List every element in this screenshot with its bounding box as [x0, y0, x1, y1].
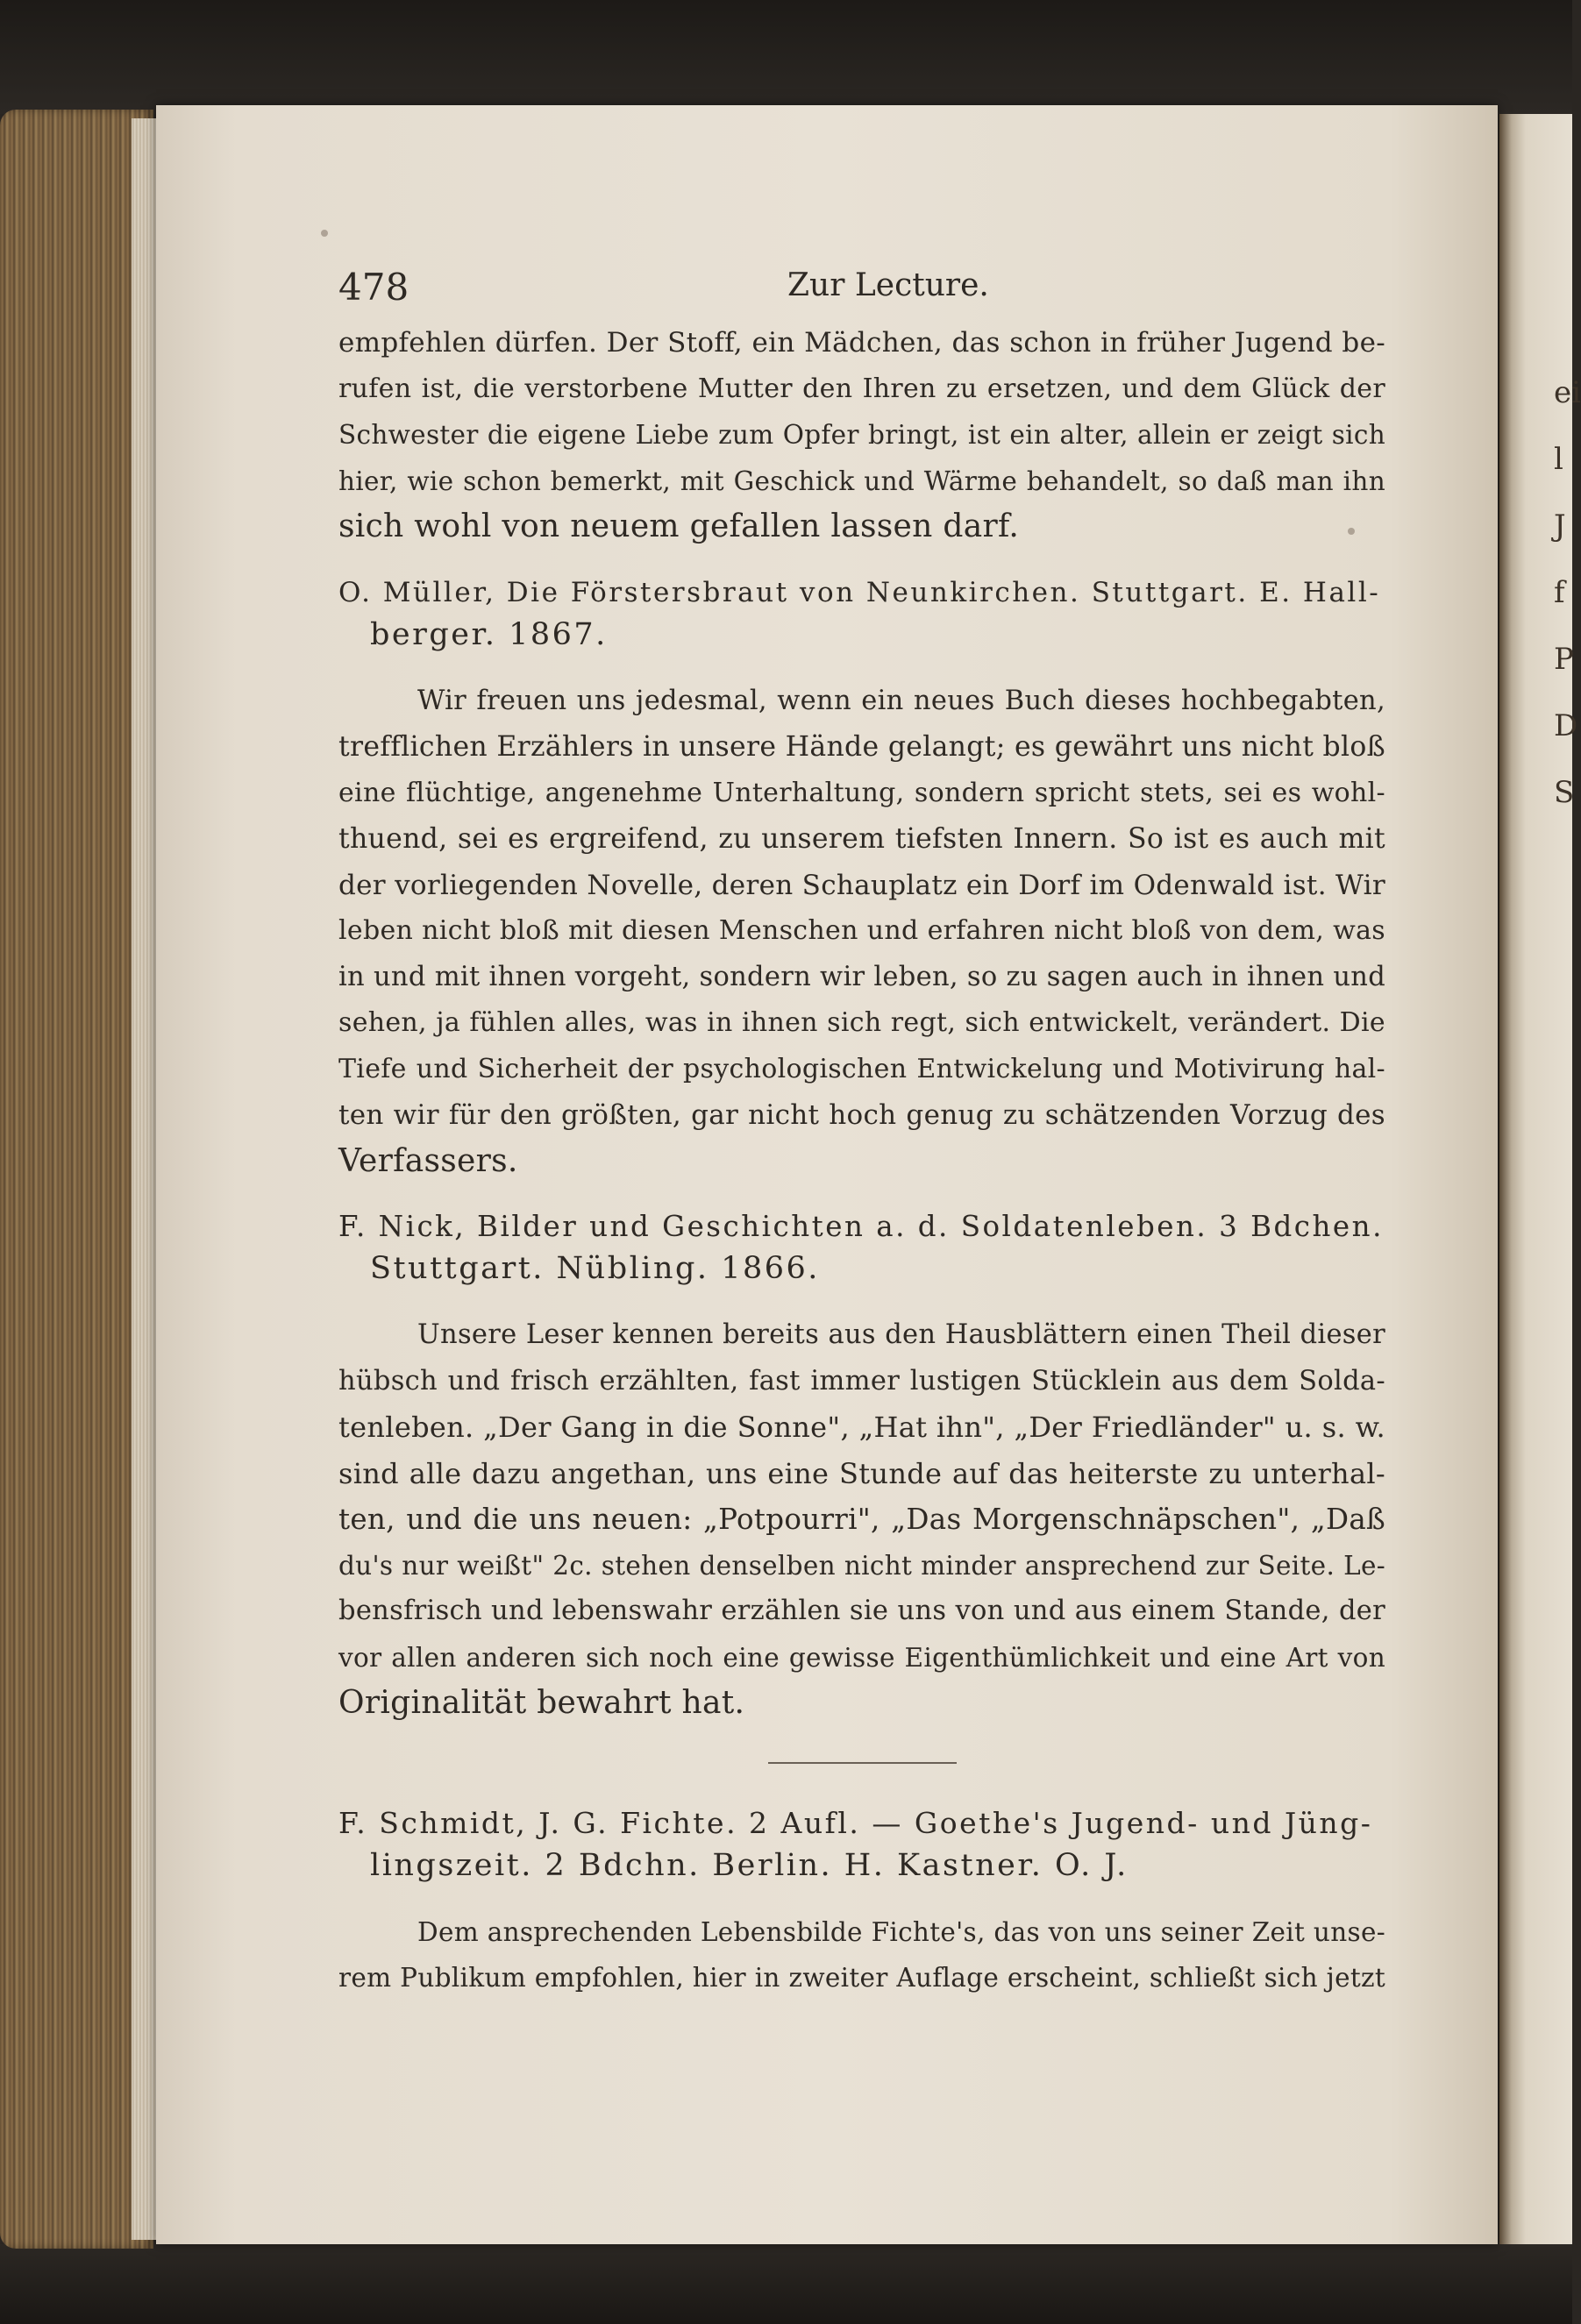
text-line: hübsch und frisch erzählten, fast immer lustigen Stücklein aus dem Solda-: [338, 1365, 1385, 1397]
text-line: Verfassers.: [338, 1142, 518, 1179]
page-number: 478: [338, 266, 409, 309]
text-line: rem Publikum empfohlen, hier in zweiter Auflage erscheint, schließt sich jetzt: [338, 1963, 1385, 1993]
reference-line: F. Schmidt, J. G. Fichte. 2 Aufl. — Goethe's Jugend- und Jüng-: [338, 1805, 1373, 1840]
facing-letter: S: [1554, 775, 1575, 810]
facing-letter: D: [1554, 708, 1578, 743]
reference-line: lingszeit. 2 Bdchn. Berlin. H. Kastner. O. J.: [370, 1847, 1129, 1883]
section-divider: [768, 1762, 957, 1764]
backdrop: [0, 0, 1572, 114]
text-line: Unsere Leser kennen bereits aus den Hausblättern einen Theil dieser: [417, 1319, 1385, 1350]
text-line: trefflichen Erzählers in unsere Hände gelangt; es gewährt uns nicht bloß: [338, 731, 1385, 763]
text-line: der vorliegenden Novelle, deren Schauplatz ein Dorf im Odenwald ist. Wir: [338, 869, 1385, 901]
page-edge-lines: [132, 118, 158, 2240]
text-line: sehen, ja fühlen alles, was in ihnen sich regt, sich entwickelt, verändert. Die: [338, 1007, 1385, 1038]
backdrop: [0, 2244, 1572, 2324]
text-line: Tiefe und Sicherheit der psychologischen Entwickelung und Motivirung hal-: [338, 1053, 1385, 1084]
text-line: sich wohl von neuem gefallen lassen darf.: [338, 508, 1020, 544]
text-line: sind alle dazu angethan, uns eine Stunde auf das heiterste zu unterhal-: [338, 1456, 1385, 1490]
book-reference: [338, 1802, 1385, 1887]
text-line: ten, und die uns neuen: „Potpourri", „Das Morgenschnäpschen", „Daß: [338, 1503, 1385, 1536]
book-page-edges: [0, 110, 153, 2249]
running-head-title: Zur Lecture.: [787, 267, 989, 303]
text-line: eine flüchtige, angenehme Unterhaltung, sondern spricht stets, sei es wohl-: [338, 777, 1385, 808]
text-line: empfehlen dürfen. Der Stoff, ein Mädchen, das schon in früher Jugend be-: [338, 327, 1385, 359]
reference-line: O. Müller, Die Förstersbraut von Neunkirchen. Stuttgart. E. Hall-: [338, 576, 1381, 608]
reference-line: berger. 1867.: [370, 616, 608, 652]
running-head: [338, 259, 1385, 320]
paper-speck: [321, 230, 328, 237]
text-line: Wir freuen uns jedesmal, wenn ein neues Buch dieses hochbegabten,: [417, 685, 1385, 716]
text-line: du's nur weißt" 2c. stehen denselben nicht minder ansprechend zur Seite. Le-: [338, 1550, 1385, 1581]
paragraph: [338, 320, 1385, 551]
text-line: hier, wie schon bemerkt, mit Geschick und Wärme behandelt, so daß man ihn: [338, 466, 1385, 496]
text-line: vor allen anderen sich noch eine gewisse Eigenthümlichkeit und eine Art von: [338, 1642, 1385, 1673]
book-reference: [338, 572, 1385, 656]
text-line: bensfrisch und lebenswahr erzählen sie uns von und aus einem Stande, der: [338, 1596, 1385, 1626]
facing-letter: P: [1554, 642, 1574, 677]
facing-letter: J: [1554, 508, 1566, 544]
text-line: ten wir für den größten, gar nicht hoch genug zu schätzenden Vorzug des: [338, 1099, 1385, 1131]
facing-letter: ei: [1554, 375, 1581, 410]
text-line: in und mit ihnen vorgeht, sondern wir leben, so zu sagen auch in ihnen und: [338, 961, 1386, 992]
paragraph: [338, 1312, 1385, 1727]
reference-line: Stuttgart. Nübling. 1866.: [370, 1251, 820, 1286]
text-line: Originalität bewahrt hat.: [338, 1685, 745, 1721]
paragraph: [338, 679, 1385, 1185]
text-line: tenleben. „Der Gang in die Sonne", „Hat ihn", „Der Friedländer" u. s. w.: [338, 1411, 1385, 1444]
paragraph: [338, 1909, 1385, 2001]
text-line: thuend, sei es ergreifend, zu unserem tiefsten Innern. So ist es auch mit: [338, 823, 1385, 855]
text-line: Schwester die eigene Liebe zum Opfer bringt, ist ein alter, allein er zeigt sich: [338, 420, 1385, 450]
facing-letter: f: [1554, 575, 1565, 610]
facing-letter: l: [1554, 442, 1563, 477]
text-line: leben nicht bloß mit diesen Menschen und erfahren nicht bloß von dem, was: [338, 915, 1385, 946]
reference-line: F. Nick, Bilder und Geschichten a. d. Soldatenleben. 3 Bdchen.: [338, 1210, 1384, 1243]
text-line: rufen ist, die verstorbene Mutter den Ihren zu ersetzen, und dem Glück der: [338, 373, 1385, 404]
book-reference: [338, 1205, 1385, 1290]
page-text: [338, 259, 1385, 2001]
facing-page-text: [1554, 359, 1581, 826]
text-line: Dem ansprechenden Lebensbilde Fichte's, das von uns seiner Zeit unse-: [417, 1916, 1385, 1947]
